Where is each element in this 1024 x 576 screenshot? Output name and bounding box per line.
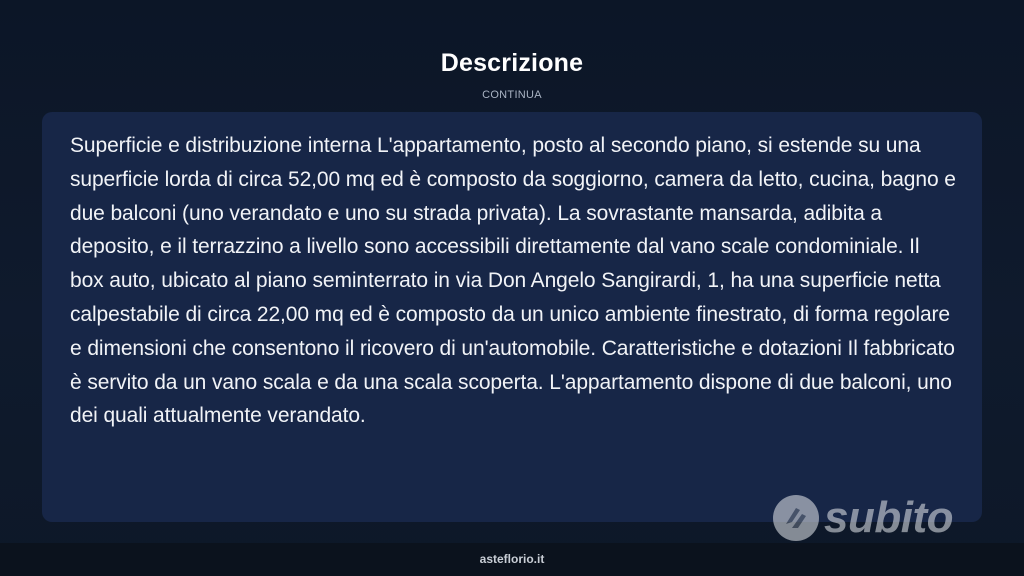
subito-watermark xyxy=(772,491,972,545)
description-card xyxy=(42,112,982,522)
subito-logo-icon xyxy=(772,494,820,542)
continua-label: CONTINUA xyxy=(482,89,542,101)
footer-site-label: asteflorio.it xyxy=(479,552,545,566)
subito-logo-text: subito xyxy=(824,493,953,542)
page-title: Descrizione xyxy=(440,49,584,77)
description-text: Superficie e distribuzione interna L'appartamento, posto al secondo piano, si estende su una superficie lorda di circa 52,00 mq ed è composto da soggiorno, camera da letto, cucina, bagno e due balconi (uno verandato e uno su strada privata). La sovrastante mansarda, adibita a deposito, e il terrazzino a livello sono accessibili direttamente dal vano scale condominiale. Il box auto, ubicato al piano seminterrato in via Don Angelo Sangirardi, 1, ha una superficie netta calpestabile di circa 22,00 mq ed è composto da un unico ambiente finestrato, di forma regolare e dimensioni che consentono il ricovero di un'automobile. Caratteristiche e dotazioni Il fabbricato è servito da un vano scala e da una scala scoperta. L'appartamento dispone di due balconi, uno dei quali attualmente verandato. xyxy=(70,134,956,428)
